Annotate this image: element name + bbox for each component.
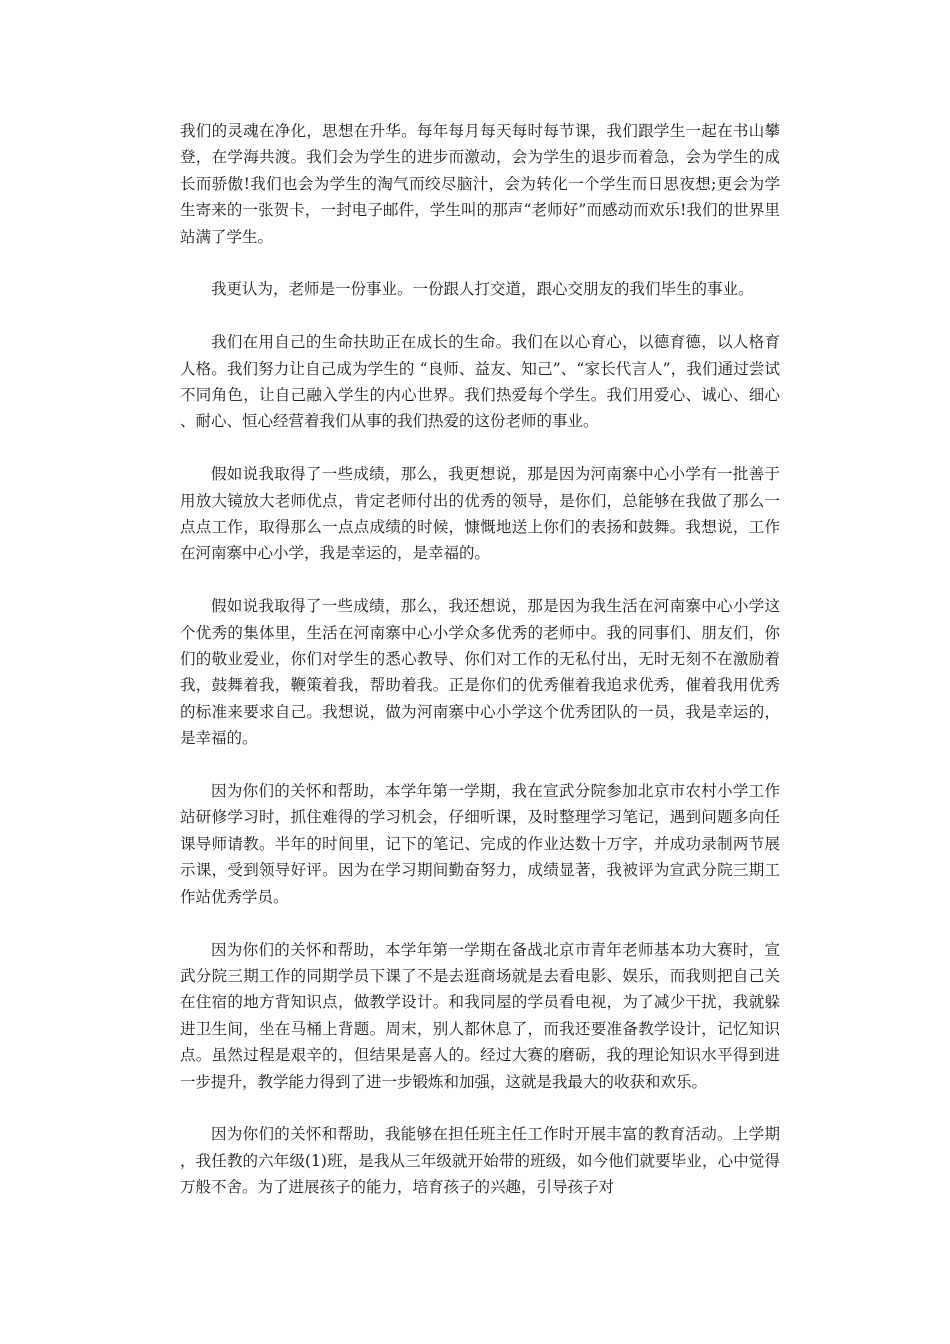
paragraph-6: 因为你们的关怀和帮助，本学年第一学期，我在宣武分院参加北京市农村小学工作站研修学习时，抓住难得的学习机会，仔细听课，及时整理学习笔记，遇到问题多向任课导师请教。半年的时间里，记下的笔记、完成的作业达数十万字，并成功录制两节展示课，受到领导好评。因为在学习期间勤奋努力，成绩显著，我被评为宣武分院三期工作站优秀学员。 xyxy=(180,782,780,906)
paragraph-2: 我更认为，老师是一份事业。一份跟人打交道，跟心交朋友的我们毕生的事业。 xyxy=(211,280,754,299)
paragraph-8: 因为你们的关怀和帮助，我能够在担任班主任工作时开展丰富的教育活动。上学期，我任教的六年级(1)班，是我从三年级就开始带的班级，如今他们就要毕业，心中觉得万般不舍。为了进展孩子的能力，培育孩子的兴趣，引导孩子对 xyxy=(180,1125,780,1197)
document-body xyxy=(180,118,780,1227)
paragraph-4: 假如说我取得了一些成绩，那么，我更想说，那是因为河南寨中心小学有一批善于用放大镜放大老师优点，肯定老师付出的优秀的领导，是你们，总能够在我做了那么一点点工作，取得那么一点点成绩的时候，慷慨地送上你们的表扬和鼓舞。我想说，工作在河南寨中心小学，我是幸运的，是幸福的。 xyxy=(180,465,780,563)
paragraph-7: 因为你们的关怀和帮助，本学年第一学期在备战北京市青年老师基本功大赛时，宣武分院三期工作的同期学员下课了不是去逛商场就是去看电影、娱乐，而我则把自己关在住宿的地方背知识点，做教学设计。和我同屋的学员看电视，为了减少干扰，我就躲进卫生间，坐在马桶上背题。周末，别人都休息了，而我还要准备教学设计，记忆知识点。虽然过程是艰辛的，但结果是喜人的。经过大赛的磨砺，我的理论知识水平得到进一步提升，教学能力得到了进一步锻炼和加强，这就是我最大的收获和欢乐。 xyxy=(180,940,780,1091)
paragraph-3: 我们在用自己的生命扶助正在成长的生命。我们在以心育心，以德育德，以人格育人格。我们努力让自己成为学生的 “良师、益友、知己”、“家长代言人”，我们通过尝试不同角色，让自己融入学生的内心世界。我们热爱每个学生。我们用爱心、诚心、细心、耐心、恒心经营着我们从事的我们热爱的这份老师的事业。 xyxy=(180,333,780,431)
paragraph-1: 我们的灵魂在净化，思想在升华。每年每月每天每时每节课，我们跟学生一起在书山攀登，在学海共渡。我们会为学生的进步而激动，会为学生的退步而着急，会为学生的成长而骄傲!我们也会为学生的淘气而绞尽脑汁，会为转化一个学生而日思夜想;更会为学生寄来的一张贺卡，一封电子邮件，学生叫的那声“老师好”而感动而欢乐!我们的世界里站满了学生。 xyxy=(180,122,780,246)
paragraph-5: 假如说我取得了一些成绩，那么，我还想说，那是因为我生活在河南寨中心小学这个优秀的集体里，生活在河南寨中心小学众多优秀的老师中。我的同事们、朋友们，你们的敬业爱业，你们对学生的悉心教导、你们对工作的无私付出，无时无刻不在激励着我，鼓舞着我，鞭策着我，帮助着我。正是你们的优秀催着我追求优秀，催着我用优秀的标准来要求自己。我想说，做为河南寨中心小学这个优秀团队的一员，我是幸运的，是幸福的。 xyxy=(180,597,780,748)
